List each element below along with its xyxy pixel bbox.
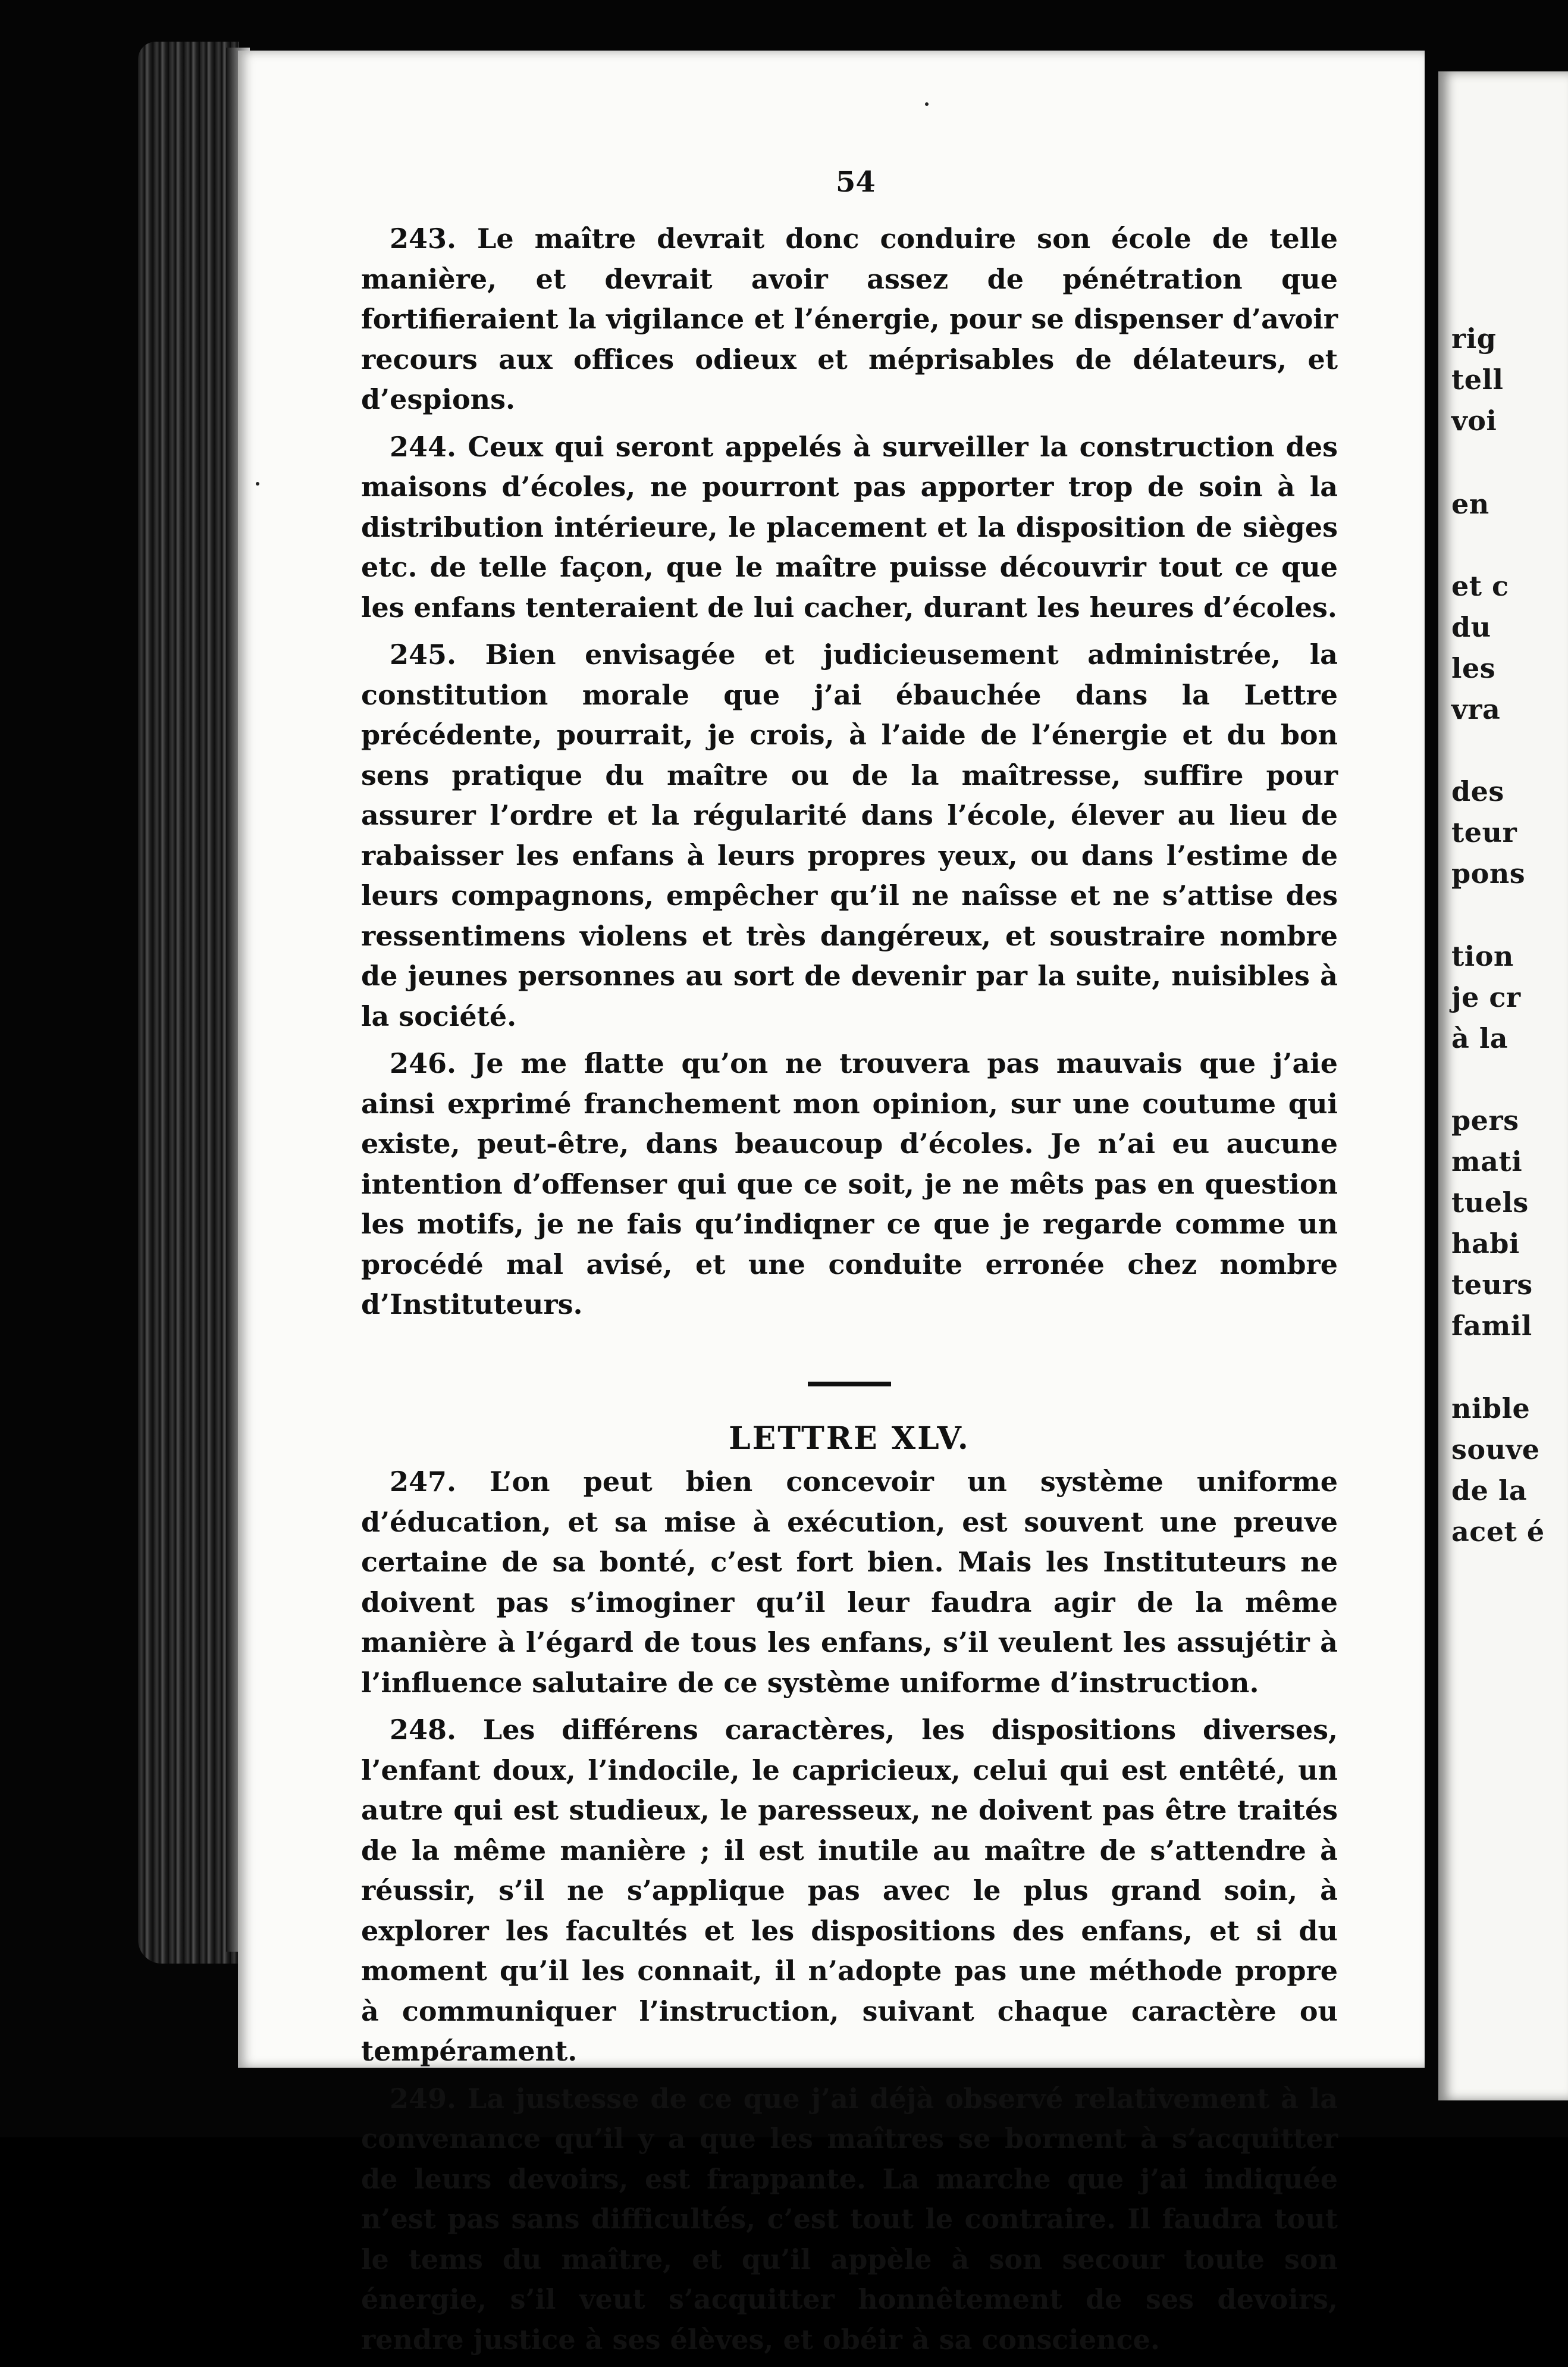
paragraph-number: 243. <box>390 223 457 255</box>
paragraph-number: 247. <box>390 1466 457 1498</box>
facing-page-fragment: nible <box>1451 1392 1531 1424</box>
facing-page <box>1438 71 1568 2100</box>
facing-page-fragment: acet é <box>1451 1516 1545 1548</box>
paragraph-244 <box>361 427 1338 628</box>
facing-page-fragment: du <box>1451 611 1491 643</box>
facing-page-fragment: tuels <box>1451 1186 1529 1219</box>
facing-page-fragment: mati <box>1451 1145 1523 1178</box>
paragraph-249 <box>361 2079 1338 2360</box>
paragraph-245 <box>361 635 1338 1037</box>
paragraph-number: 248. <box>390 1714 457 1746</box>
facing-page-fragment: en <box>1451 488 1489 520</box>
facing-page-fragment: je cr <box>1451 981 1521 1013</box>
section-divider-rule <box>808 1382 891 1386</box>
paragraph-number: 244. <box>390 430 457 463</box>
page-body <box>361 219 1338 2367</box>
facing-page-fragment: les <box>1451 652 1496 684</box>
book-spine-edge <box>138 42 239 1964</box>
facing-page-fragment: voi <box>1451 405 1497 437</box>
paragraph-text: Je me flatte qu’on ne trouvera pas mauvais que j’aie ainsi exprimé franchement mon opinion, sur une coutume qui existe, peut-être, dans beaucoup d’écoles. Je n’ai eu aucune intention d’offenser qui que ce soit, je ne mêts pas en question les motifs, je ne fais qu’indiqner ce que je regarde comme un procédé mal avisé, et une conduite erronée chez nombre d’Instituteurs. <box>361 1047 1338 1320</box>
paragraph-number: 249. <box>390 2082 457 2115</box>
facing-page-fragment: tion <box>1451 940 1514 972</box>
facing-page-fragment: teurs <box>1451 1269 1533 1301</box>
facing-page-fragment: de la <box>1451 1474 1528 1507</box>
facing-page-fragment: pons <box>1451 857 1526 890</box>
paragraph-number: 246. <box>390 1047 457 1079</box>
paragraph-246 <box>361 1044 1338 1325</box>
facing-page-fragment: habi <box>1451 1228 1520 1260</box>
facing-page-fragment: à la <box>1451 1022 1509 1054</box>
facing-page-fragment: vra <box>1451 693 1501 725</box>
facing-page-fragment: teur <box>1451 816 1517 849</box>
paragraph-text: Le maître devrait donc conduire son école de telle manière, et devrait avoir assez de pénétration que fortifieraient la vigilance et l’énergie, pour se dispenser d’avoir recours aux offices odieux et méprisables de délateurs, et d’espions. <box>361 223 1338 415</box>
print-speck <box>256 482 259 486</box>
paragraph-text: Les différens caractères, les dispositions diverses, l’enfant doux, l’indocile, le capricieux, celui qui est entêté, un autre qui est studieux, le paresseux, ne doivent pas être traités de la même manière ; il est inutile au maître de s’attendre à réussir, s’il ne s’applique pas avec le plus grand soin, à explorer les facultés et les dispositions des enfans, et si du moment qu’il les connait, il n’adopte pas une méthode propre à communiquer l’instruction, suivant chaque caractère ou tempérament. <box>361 1714 1338 2067</box>
paragraph-247 <box>361 1462 1338 1703</box>
page-number: 54 <box>836 165 876 199</box>
facing-page-fragment: famil <box>1451 1310 1532 1342</box>
paragraph-number: 245. <box>390 638 457 671</box>
paragraph-text: Ceux qui seront appelés à surveiller la construction des maisons d’écoles, ne pourront pas apporter trop de soin à la distribution intérieure, le placement et la disposition de sièges etc. de telle façon, que le maître puisse découvrir tout ce que les enfans tenteraient de lui cacher, durant les heures d’écoles. <box>361 430 1338 624</box>
facing-page-fragment: souve <box>1451 1433 1540 1466</box>
paragraph-248 <box>361 1710 1338 2072</box>
facing-page-fragment: des <box>1451 775 1504 807</box>
facing-page-fragment: et c <box>1451 570 1509 602</box>
print-speck <box>925 102 929 106</box>
paragraph-text: La justesse de ce que j’ai déjà observé relativement à la convenance qu’il y a que les maîtres se bornent à s’acquitter de leurs devoirs, est frappante. La marche que j’ai indiquée n’est pas sans difficultés, c’est tout le contraire. Il faudra tout le tems du maître, et qu’il appèle à son secour toute son énergie, s’il veut s’acquitter honnêtement de ses devoirs, rendre justice à ses élèves, et obéir à sa conscience. <box>361 2082 1338 2356</box>
section-heading: LETTRE XLV. <box>729 1420 970 1457</box>
paragraph-243 <box>361 219 1338 420</box>
facing-page-fragment: rig <box>1451 323 1497 355</box>
facing-page-fragment: tell <box>1451 364 1504 396</box>
paragraph-text: L’on peut bien concevoir un système uniforme d’éducation, et sa mise à exécution, est souvent une preuve certaine de sa bonté, c’est fort bien. Mais les Instituteurs ne doivent pas s’imoginer qu’il leur faudra agir de la même manière à l’égard de tous les enfans, s’il veulent les assujétir à l’influence salutaire de ce système uniforme d’instruction. <box>361 1466 1338 1699</box>
facing-page-fragment: pers <box>1451 1104 1519 1136</box>
paragraph-text: Bien envisagée et judicieusement administrée, la constitution morale que j’ai ébauchée dans la Lettre précédente, pourrait, je crois, à l’aide de l’énergie et du bon sens pratique du maître ou de la maîtresse, suffire pour assurer l’ordre et la régularité dans l’école, élever au lieu de rabaisser les enfans à leurs propres yeux, ou dans l’estime de leurs compagnons, empêcher qu’il ne naîsse et ne s’attise des ressentimens violens et très dangéreux, et soustraire nombre de jeunes personnes au sort de devenir par la suite, nuisibles à la société. <box>361 638 1338 1032</box>
